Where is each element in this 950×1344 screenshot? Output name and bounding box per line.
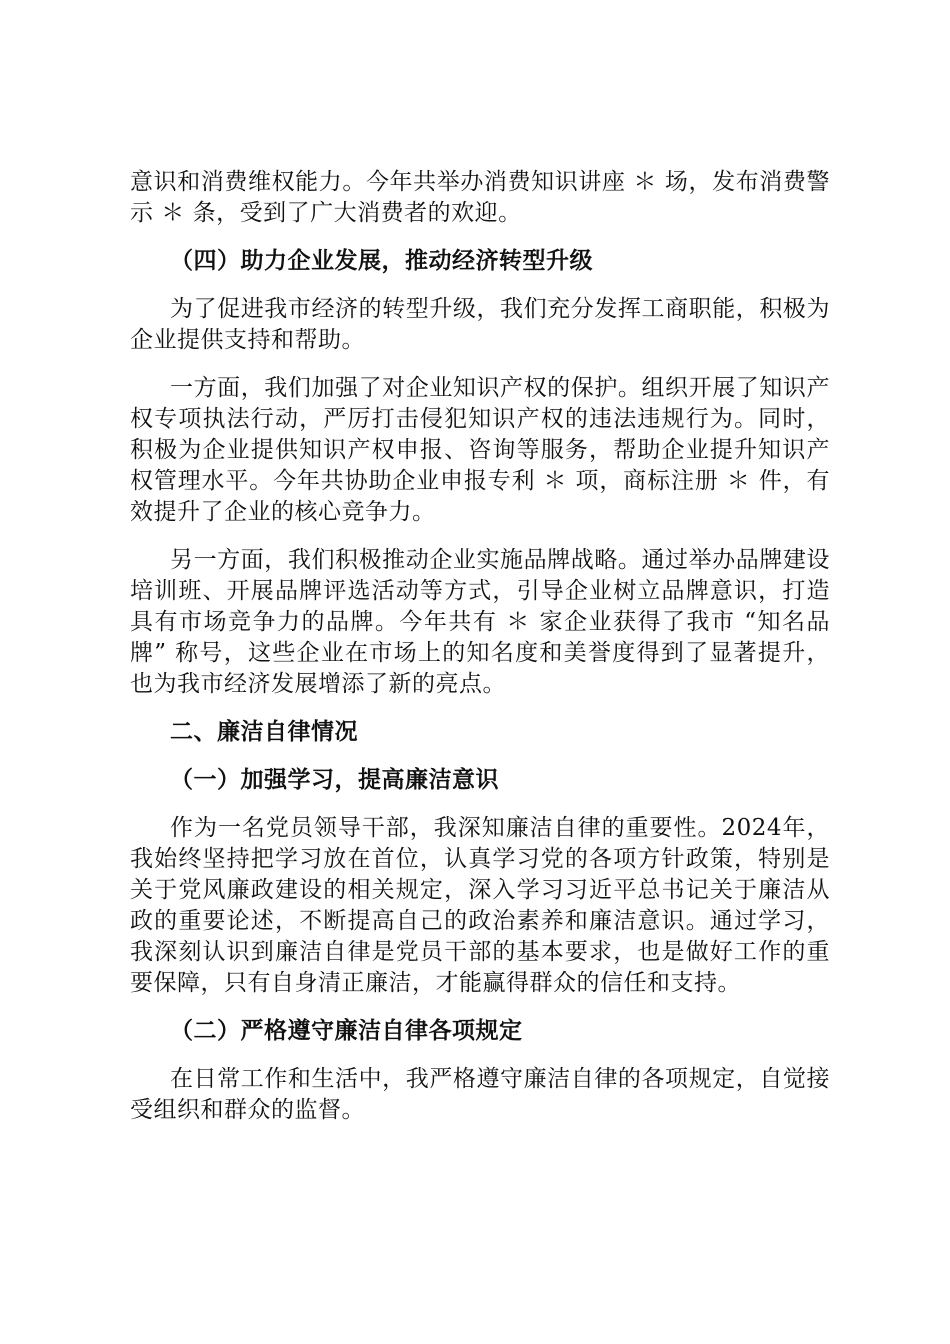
paragraph-brand-strategy: 另一方面，我们积极推动企业实施品牌战略。通过举办品牌建设培训班、开展品牌评选活动等方式，引导企业树立品牌意识，打造具有市场竞争力的品牌。今年共有 ＊ 家企业获得了我市 “知名品牌” 称号，这些企业在市场上的知名度和美誉度得到了显著提升，也为我市经济发展增添了新的亮点。	[130, 547, 830, 697]
section-heading-study: （一）加强学习，提高廉洁意识	[170, 767, 499, 793]
paragraph-consumer-awareness: 意识和消费维权能力。今年共举办消费知识讲座 ＊ 场，发布消费警示 ＊ 条，受到了广大消费者的欢迎。	[130, 169, 830, 226]
paragraph-obey-rules: 在日常工作和生活中，我严格遵守廉洁自律的各项规定，自觉接受组织和群众的监督。	[130, 1066, 830, 1123]
chapter-heading-integrity: 二、廉洁自律情况	[170, 719, 358, 745]
section-heading-rules: （二）严格遵守廉洁自律各项规定	[170, 1018, 523, 1044]
paragraph-economic-upgrade: 为了促进我市经济的转型升级，我们充分发挥工商职能，积极为企业提供支持和帮助。	[130, 296, 830, 353]
document-body	[130, 167, 830, 1143]
section-heading-4: （四）助力企业发展，推动经济转型升级	[170, 248, 593, 274]
paragraph-ip-protection: 一方面，我们加强了对企业知识产权的保护。组织开展了知识产权专项执法行动，严厉打击侵犯知识产权的违法违规行为。同时，积极为企业提供知识产权申报、咨询等服务，帮助企业提升知识产权管理水平。今年共协助企业申报专利 ＊ 项，商标注册 ＊ 件，有效提升了企业的核心竞争力。	[130, 375, 830, 525]
paragraph-study-integrity: 作为一名党员领导干部，我深知廉洁自律的重要性。2024年，我始终坚持把学习放在首位，认真学习党的各项方针政策，特别是关于党风廉政建设的相关规定，深入学习习近平总书记关于廉洁从政的重要论述，不断提高自己的政治素养和廉洁意识。通过学习，我深刻认识到廉洁自律是党员干部的基本要求，也是做好工作的重要保障，只有自身清正廉洁，才能赢得群众的信任和支持。	[130, 815, 830, 996]
